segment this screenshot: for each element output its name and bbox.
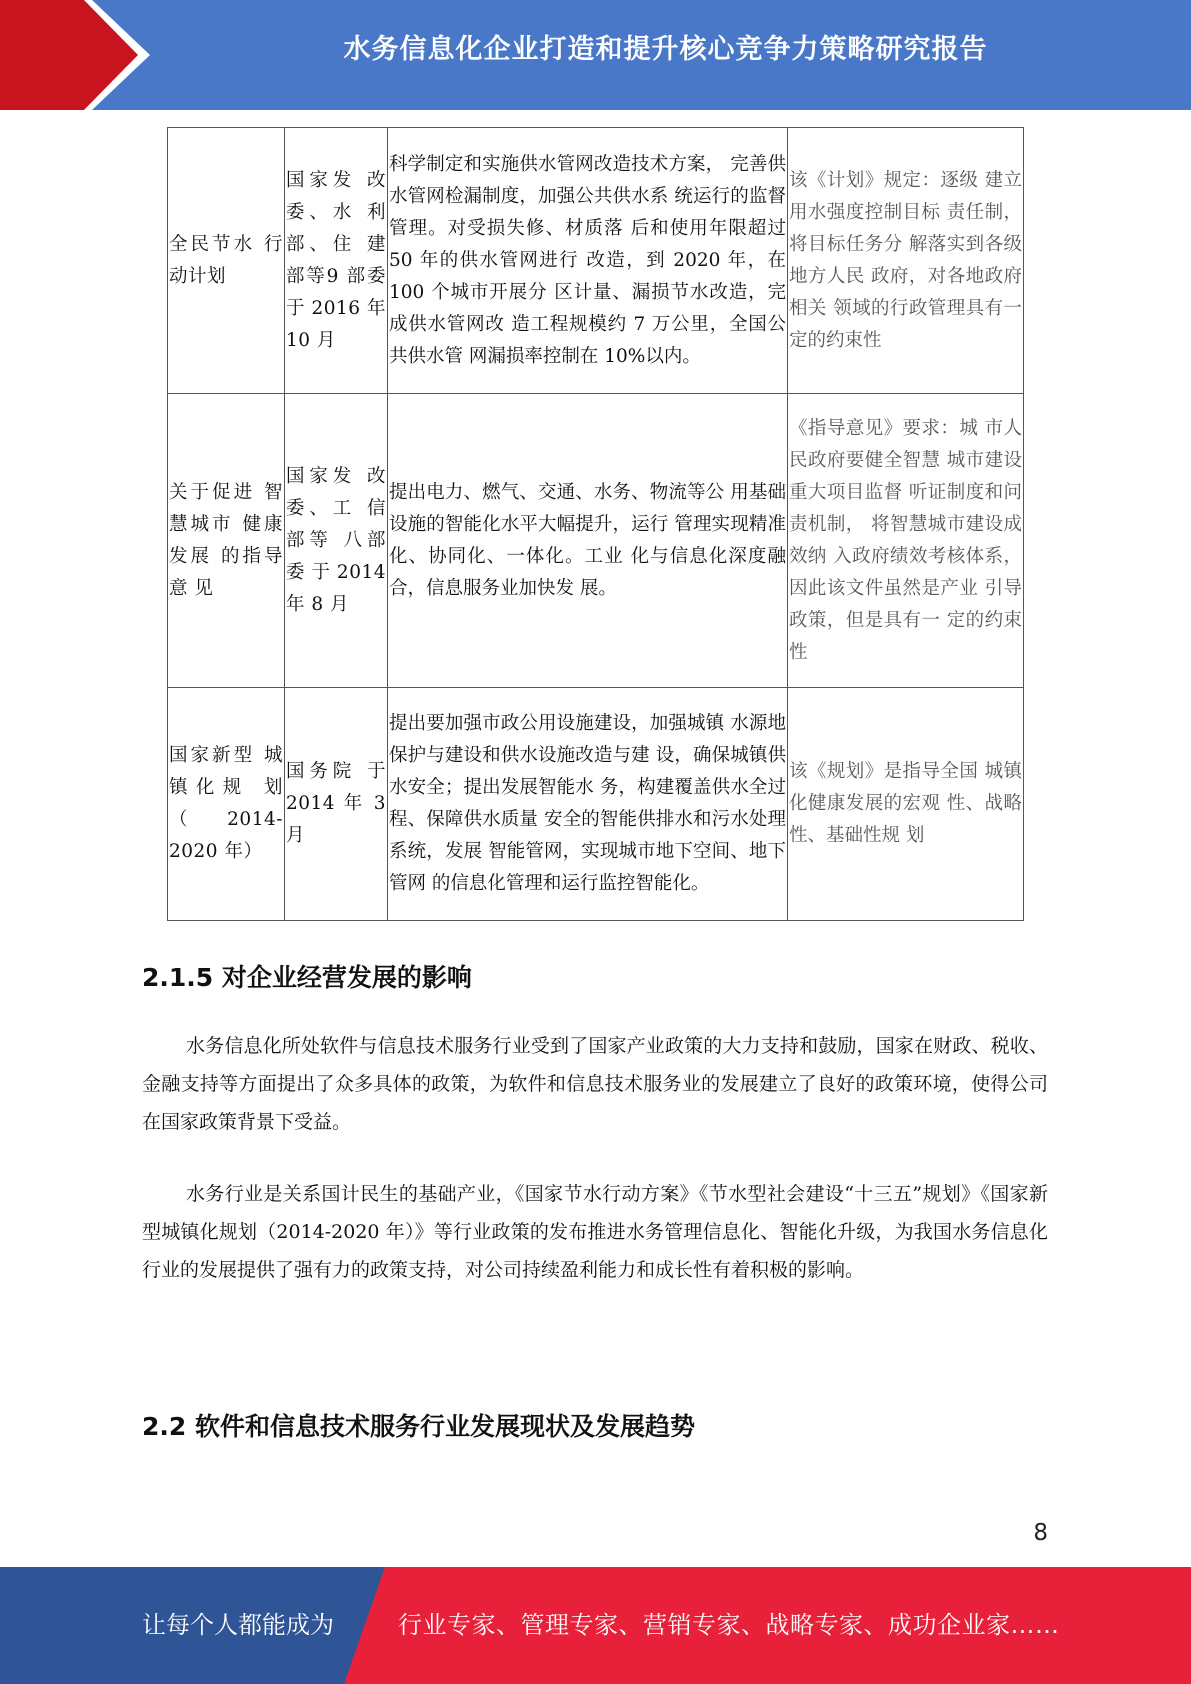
page-footer (0, 1567, 1191, 1684)
footer-slogan-left: 让每个人都能成为 (142, 1611, 334, 1639)
policy-name-cell: 关于促进 智慧城市 健康发展 的指导意 见 (168, 394, 285, 688)
page-header (0, 0, 1191, 110)
footer-slogan-right: 行业专家、管理专家、营销专家、战略专家、成功企业家…… (398, 1611, 1060, 1639)
policy-content-cell: 提出要加强市政公用设施建设，加强城镇 水源地保护与建设和供水设施改造与建 设，确保城镇供水安全；提出发展智能水 务，构建覆盖供水全过程、保障供水质量 安全的智能供排水和污水处理系统，发展 智能管网，实现城市地下空间、地下管网 的信息化管理和运行监控智能化。 (388, 688, 788, 921)
policy-table (167, 127, 1024, 921)
policy-note-cell: 该《规划》是指导全国 城镇化健康发展的宏观 性、战略性、基础性规 划 (788, 688, 1024, 921)
table-row (168, 128, 1024, 394)
issuer-date-cell: 国务院 于 2014 年 3 月 (285, 688, 388, 921)
policy-content-cell: 提出电力、燃气、交通、水务、物流等公 用基础设施的智能化水平大幅提升，运行 管理实现精准化、协同化、一体化。工业 化与信息化深度融合，信息服务业加快发 展。 (388, 394, 788, 688)
issuer-date-cell: 国家发 改委、水 利部、住 建部等9 部委于 2016 年 10 月 (285, 128, 388, 394)
policy-note-cell: 《指导意见》要求：城 市人民政府要健全智慧 城市建设重大项目监督 听证制度和问责机制， 将智慧城市建设成效纳 入政府绩效考核体系， 因此该文件虽然是产业 引导政策，但是具有一 定的约束性 (788, 394, 1024, 688)
issuer-date-cell: 国家发 改委、工 信部等 八部委 于 2014 年 8 月 (285, 394, 388, 688)
policy-note-cell: 该《计划》规定：逐级 建立用水强度控制目标 责任制，将目标任务分 解落实到各级地方人民 政府，对各地政府相关 领域的行政管理具有一 定的约束性 (788, 128, 1024, 394)
body-paragraph: 水务信息化所处软件与信息技术服务行业受到了国家产业政策的大力支持和鼓励，国家在财政、税收、金融支持等方面提出了众多具体的政策，为软件和信息技术服务业的发展建立了良好的政策环境，使得公司在国家政策背景下受益。 (142, 1035, 1048, 1133)
report-title: 水务信息化企业打造和提升核心竞争力策略研究报告 (343, 34, 988, 65)
section-heading-2-1-5: 2.1.5 对企业经营发展的影响 (142, 963, 472, 992)
policy-name-cell: 全民节水 行动计划 (168, 128, 285, 394)
body-paragraph: 水务行业是关系国计民生的基础产业，《国家节水行动方案》《节水型社会建设“十三五”规划》《国家新型城镇化规划（2014-2020 年）》等行业政策的发布推进水务管理信息化、智能化升级，为我国水务信息化行业的发展提供了强有力的政策支持，对公司持续盈利能力和成长性有着积极的影响。 (142, 1183, 1048, 1281)
page-number: 8 (1033, 1520, 1048, 1546)
table-row (168, 394, 1024, 688)
table-row (168, 688, 1024, 921)
section-heading-2-2: 2.2 软件和信息技术服务行业发展现状及发展趋势 (142, 1412, 695, 1441)
policy-name-cell: 国家新型 城镇化规 划 （2014-2020 年） (168, 688, 285, 921)
policy-content-cell: 科学制定和实施供水管网改造技术方案， 完善供水管网检漏制度，加强公共供水系 统运行的监督管理。对受损失修、材质落 后和使用年限超过 50 年的供水管网进行 改造，到 2020 年，在 100 个城市开展分 区计量、漏损节水改造，完成供水管网改 造工程规模约 7 万公里，全国公共供水管 网漏损率控制在 10%以内。 (388, 128, 788, 394)
